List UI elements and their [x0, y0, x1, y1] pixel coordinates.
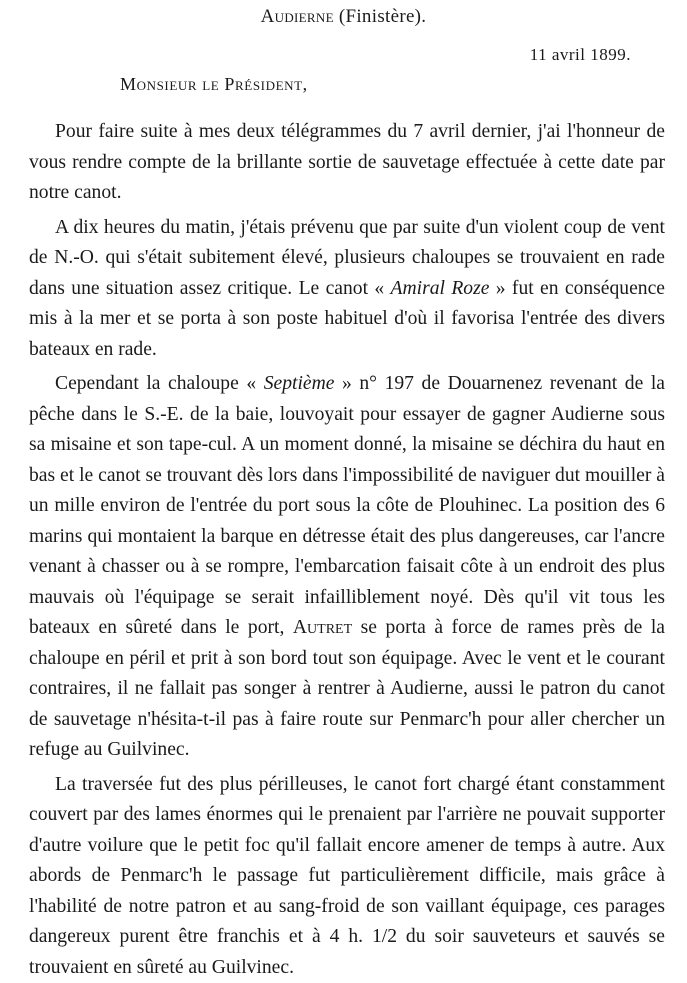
letter-body [29, 117, 665, 983]
paragraph-1: Pour faire suite à mes deux télégrammes du 7 avril dernier, j'ai l'honneur de vous rendre compte de la brillante sortie de sauvetage effectuée à cette date par notre canot. [29, 117, 665, 209]
paragraph-2-text-b: » fut en conséquence mis à la mer et se porta à son poste habituel d'où il favorisa l'entrée des divers bateaux en rade. [29, 278, 665, 360]
place-name: Audierne [261, 6, 334, 27]
paragraph-2 [29, 213, 665, 366]
paragraph-2-text-a: A dix heures du matin, j'étais prévenu que par suite d'un violent coup de vent de N.-O. qui s'était subitement élevé, plusieurs chaloupes se trouvaient en rade dans une situation assez critique. Le canot « [29, 217, 665, 299]
paragraph-4: La traversée fut des plus périlleuses, le canot fort chargé étant constamment couvert par des lames énormes qui le prenaient par l'arrière ne pouvait supporter d'autre voilure que le petit foc qu'il fallait encore amener de temps à autre. Aux abords de Penmarc'h le passage fut particulièrement difficile, mais grâce à l'habilité de notre patron et au sang-froid de son vaillant équipage, ces parages dangereux purent être franchis et à 4 h. 1/2 du soir sauveteurs et sauvés se trouvaient en sûreté au Guilvinec. [29, 770, 665, 983]
boat-name-amiral-roze: Amiral Roze [391, 278, 490, 299]
paragraph-3-text-c: se porta à force de rames près de la chaloupe en péril et prit à son bord tout son équipage. Avec le vent et le courant contraires, il ne fallait pas songer à rentrer à Audierne, aussi le patron du canot de sauvetage n'hésita-t-il pas à faire route sur Penmarc'h pour aller chercher un refuge au Guilvinec. [29, 617, 665, 760]
place-region: (Finistère). [334, 6, 427, 27]
paragraph-3 [29, 369, 665, 766]
letter-place-heading [0, 6, 687, 28]
salutation: Monsieur le Président, [120, 74, 308, 95]
person-name-autret: Autret [293, 617, 352, 638]
paragraph-3-text-a: Cependant la chaloupe « [55, 373, 264, 394]
boat-name-septieme: Septième [264, 373, 335, 394]
paragraph-3-text-b: » n° 197 de Douarnenez revenant de la pêche dans le S.-E. de la baie, louvoyait pour essayer de gagner Audierne sous sa misaine et son tape-cul. A un moment donné, la misaine se déchira du haut en bas et le canot se trouvant dès lors dans l'impossibilité de naviguer dut mouiller à un mille environ de l'entrée du port sous la côte de Plouhinec. La position des 6 marins qui montaient la barque en détresse était des plus dangereuses, car l'ancre venant à chasser ou à se rompre, l'embarcation faisait côte à un endroit des plus mauvais où l'équipage se serait infailliblement noyé. Dès qu'il vit tous les bateaux en sûreté dans le port, [29, 373, 665, 638]
letter-date: 11 avril 1899. [530, 45, 631, 65]
